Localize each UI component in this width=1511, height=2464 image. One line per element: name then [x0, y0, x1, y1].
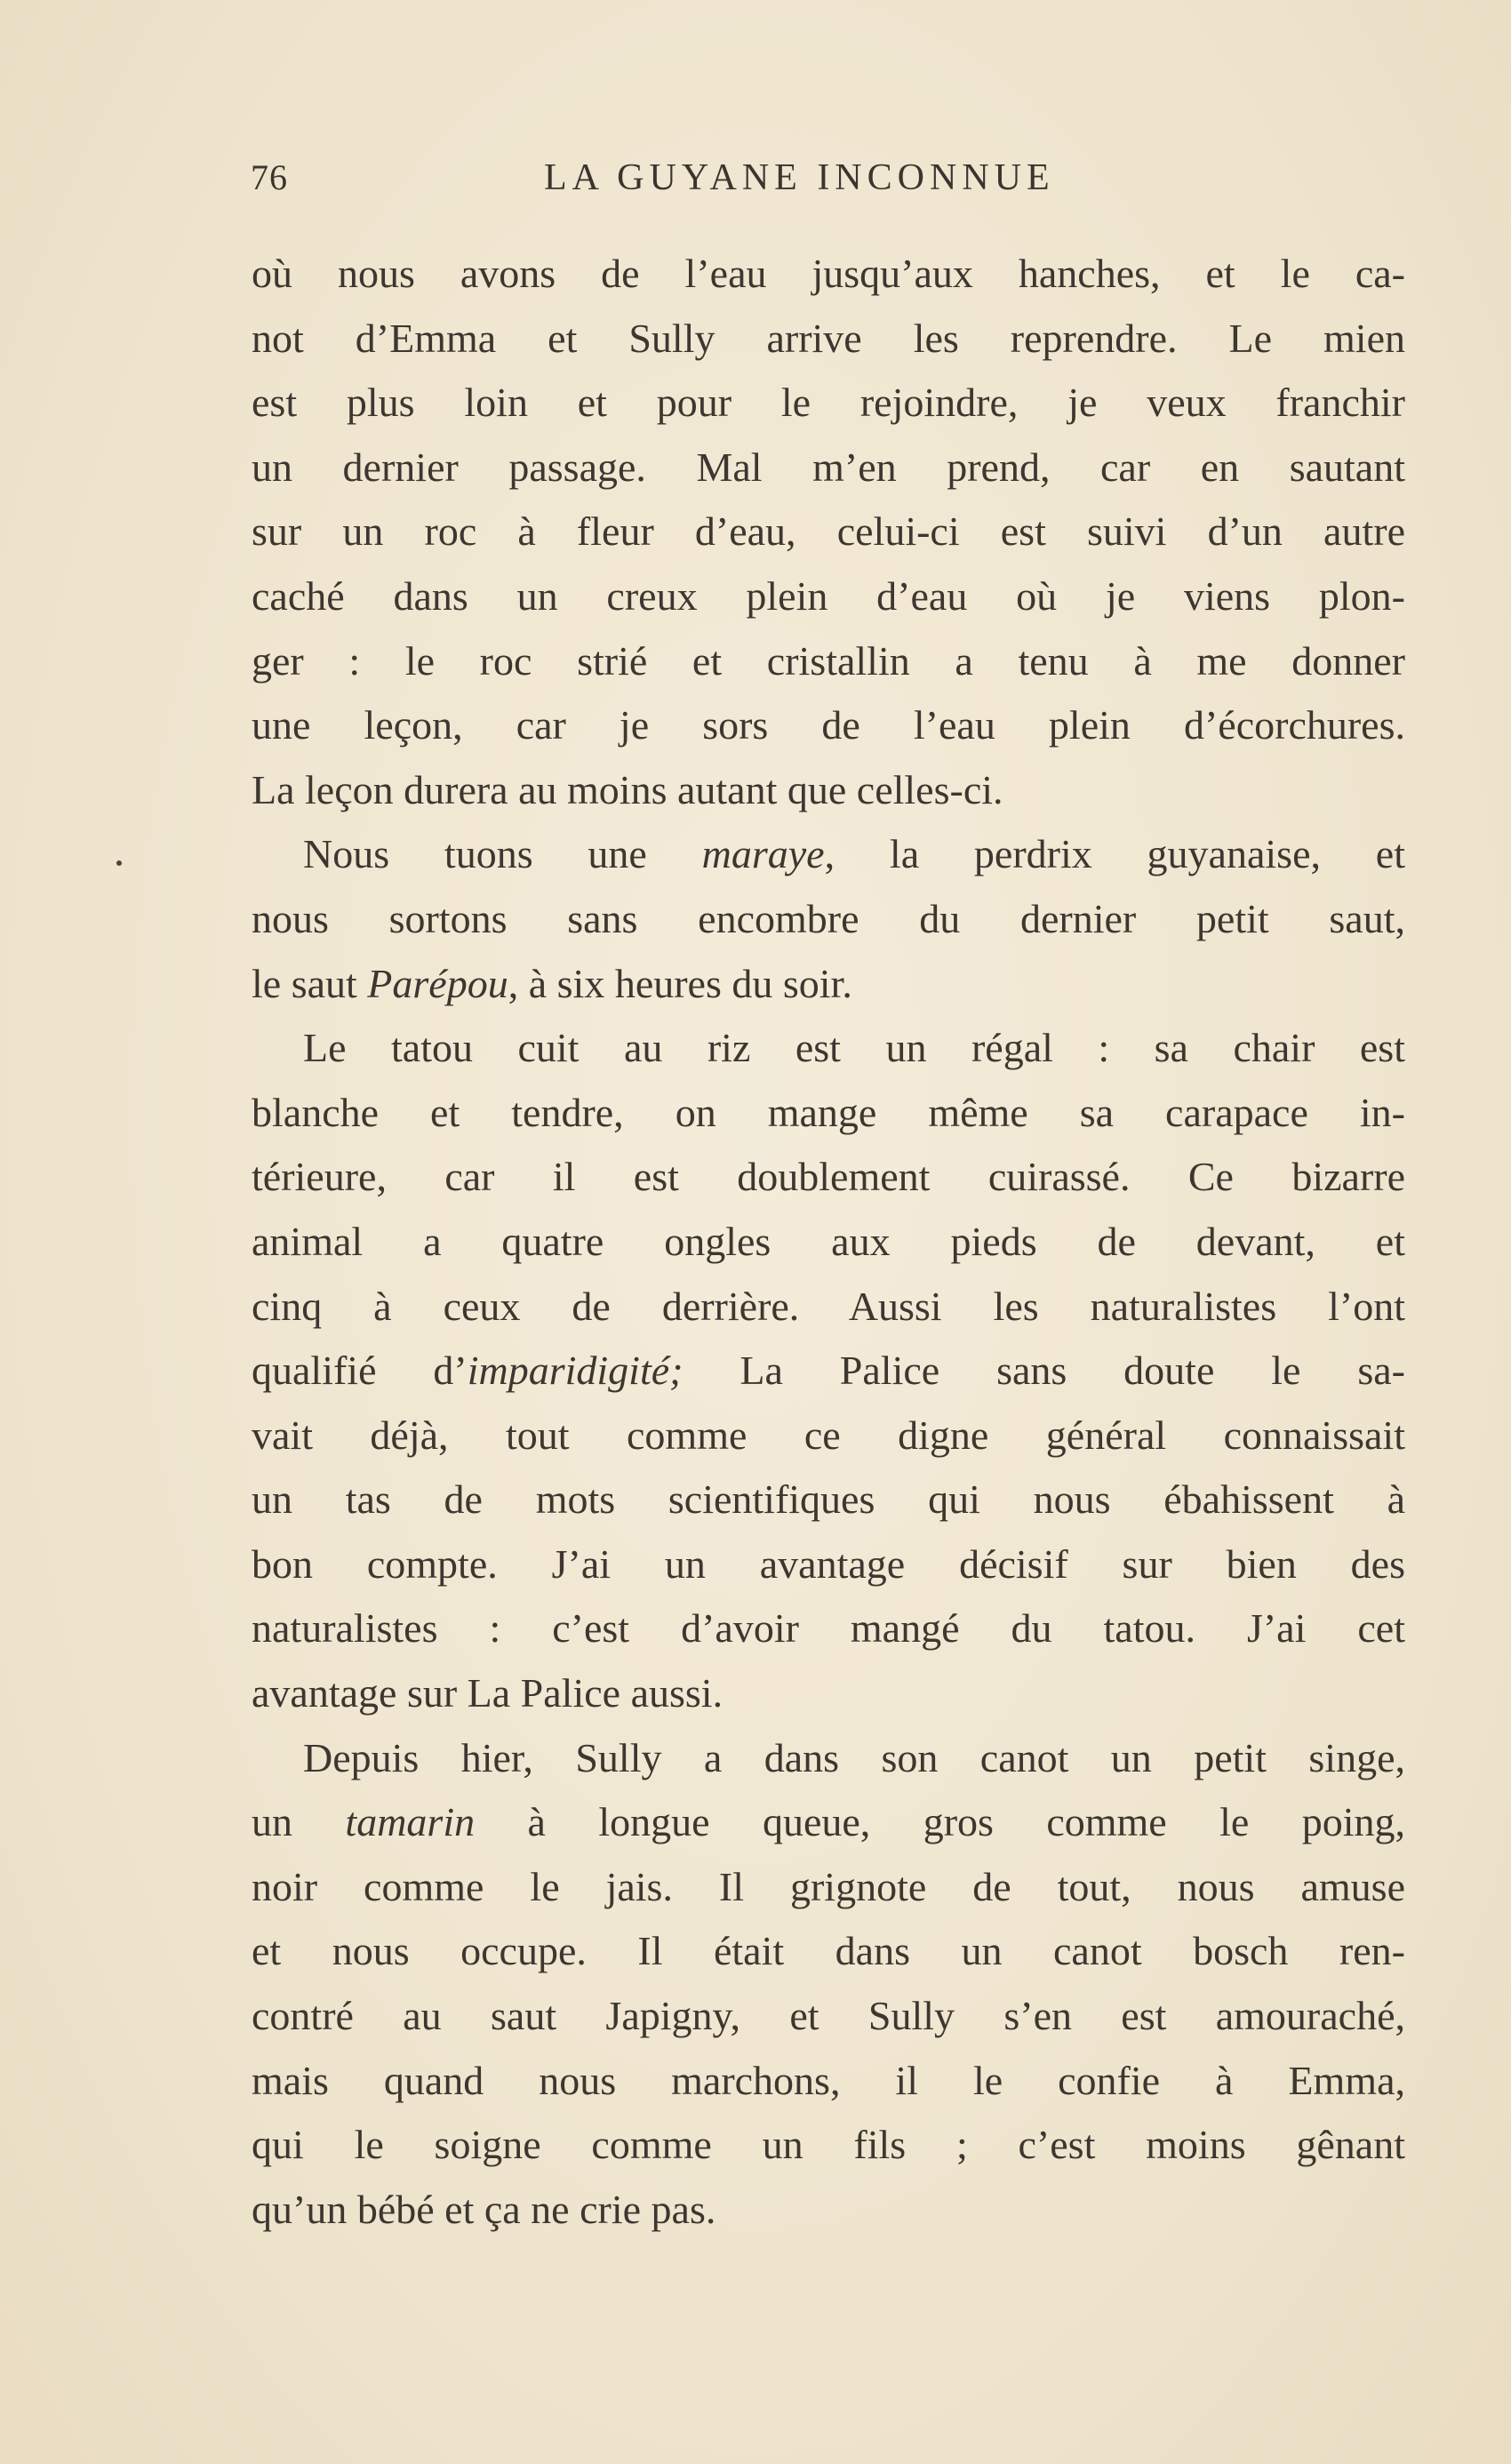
text-line: une leçon, car je sors de l’eau plein d’écorchures. — [252, 702, 1405, 748]
line-segment: un — [252, 1799, 346, 1845]
text-line: un dernier passage. Mal m’en prend, car en sautant — [252, 444, 1405, 490]
italic-term: maraye — [701, 831, 825, 877]
text-line: Le tatou cuit au riz est un régal : sa chair est — [303, 1025, 1405, 1071]
text-line: ger : le roc strié et cristallin a tenu à me donner — [252, 637, 1405, 684]
line-segment: , à six heures du soir. — [508, 960, 852, 1006]
margin-mark — [116, 860, 122, 866]
body-text — [252, 242, 1405, 2242]
text-line: caché dans un creux plein d’eau où je viens plon- — [252, 572, 1405, 619]
text-line: cinq à ceux de derrière. Aussi les naturalistes l’ont — [252, 1283, 1405, 1329]
page-header — [251, 156, 1406, 206]
text-line: où nous avons de l’eau jusqu’aux hanches, et le ca- — [252, 251, 1405, 296]
text-line: et nous occupe. Il était dans un canot bosch ren- — [252, 1928, 1405, 1974]
text-line: bon compte. J’ai un avantage décisif sur bien des — [252, 1540, 1405, 1587]
text-line: La leçon durera au moins autant que celles-ci. — [252, 766, 1003, 812]
line-segment: La Palice sans doute le sa- — [683, 1348, 1406, 1394]
text-line — [252, 1790, 1405, 1855]
italic-term: tamarin — [345, 1799, 476, 1845]
line-segment: le saut — [252, 960, 368, 1006]
line-segment: , la perdrix guyanaise, et — [824, 831, 1405, 877]
text-line: noir comme le jais. Il grignote de tout, nous amuse — [252, 1863, 1405, 1909]
italic-term: imparidigité; — [467, 1348, 684, 1394]
line-segment: Nous tuons une — [303, 831, 702, 877]
text-line: blanche et tendre, on mange même sa carapace in- — [252, 1089, 1405, 1135]
text-line: avantage sur La Palice aussi. — [252, 1670, 724, 1716]
text-line: not d’Emma et Sully arrive les reprendre. Le mien — [252, 315, 1405, 361]
text-line: sur un roc à fleur d’eau, celui-ci est suivi d’un autre — [252, 508, 1405, 555]
text-line: naturalistes : c’est d’avoir mangé du tatou. J’ai cet — [252, 1605, 1405, 1652]
text-line: Depuis hier, Sully a dans son canot un petit singe, — [303, 1734, 1405, 1780]
italic-term: Parépou — [367, 960, 508, 1006]
text-line: un tas de mots scientifiques qui nous ébahissent à — [252, 1476, 1405, 1523]
text-line: térieure, car il est doublement cuirassé. Ce bizarre — [252, 1154, 1405, 1200]
text-line: nous sortons sans encombre du dernier petit saut, — [252, 895, 1405, 941]
text-line: qu’un bébé et ça ne crie pas. — [252, 2186, 716, 2232]
text-line: est plus loin et pour le rejoindre, je veux franchir — [252, 380, 1405, 426]
line-segment: qualifié d’ — [252, 1348, 468, 1394]
text-line — [252, 822, 1405, 887]
text-line: vait déjà, tout comme ce digne général connaissait — [252, 1412, 1405, 1458]
text-line: mais quand nous marchons, il le confie à Emma, — [252, 2057, 1405, 2103]
running-title: LA GUYANE INCONNUE — [544, 157, 1055, 198]
text-line — [252, 1339, 1405, 1404]
line-segment: à longue queue, gros comme le poing, — [475, 1799, 1406, 1845]
page-number: 76 — [251, 157, 288, 197]
text-line — [252, 952, 1405, 1017]
text-line: animal a quatre ongles aux pieds de devant, et — [252, 1218, 1405, 1264]
text-line: contré au saut Japigny, et Sully s’en est amouraché, — [252, 1993, 1405, 2039]
text-line: qui le soigne comme un fils ; c’est moins gênant — [252, 2122, 1405, 2168]
